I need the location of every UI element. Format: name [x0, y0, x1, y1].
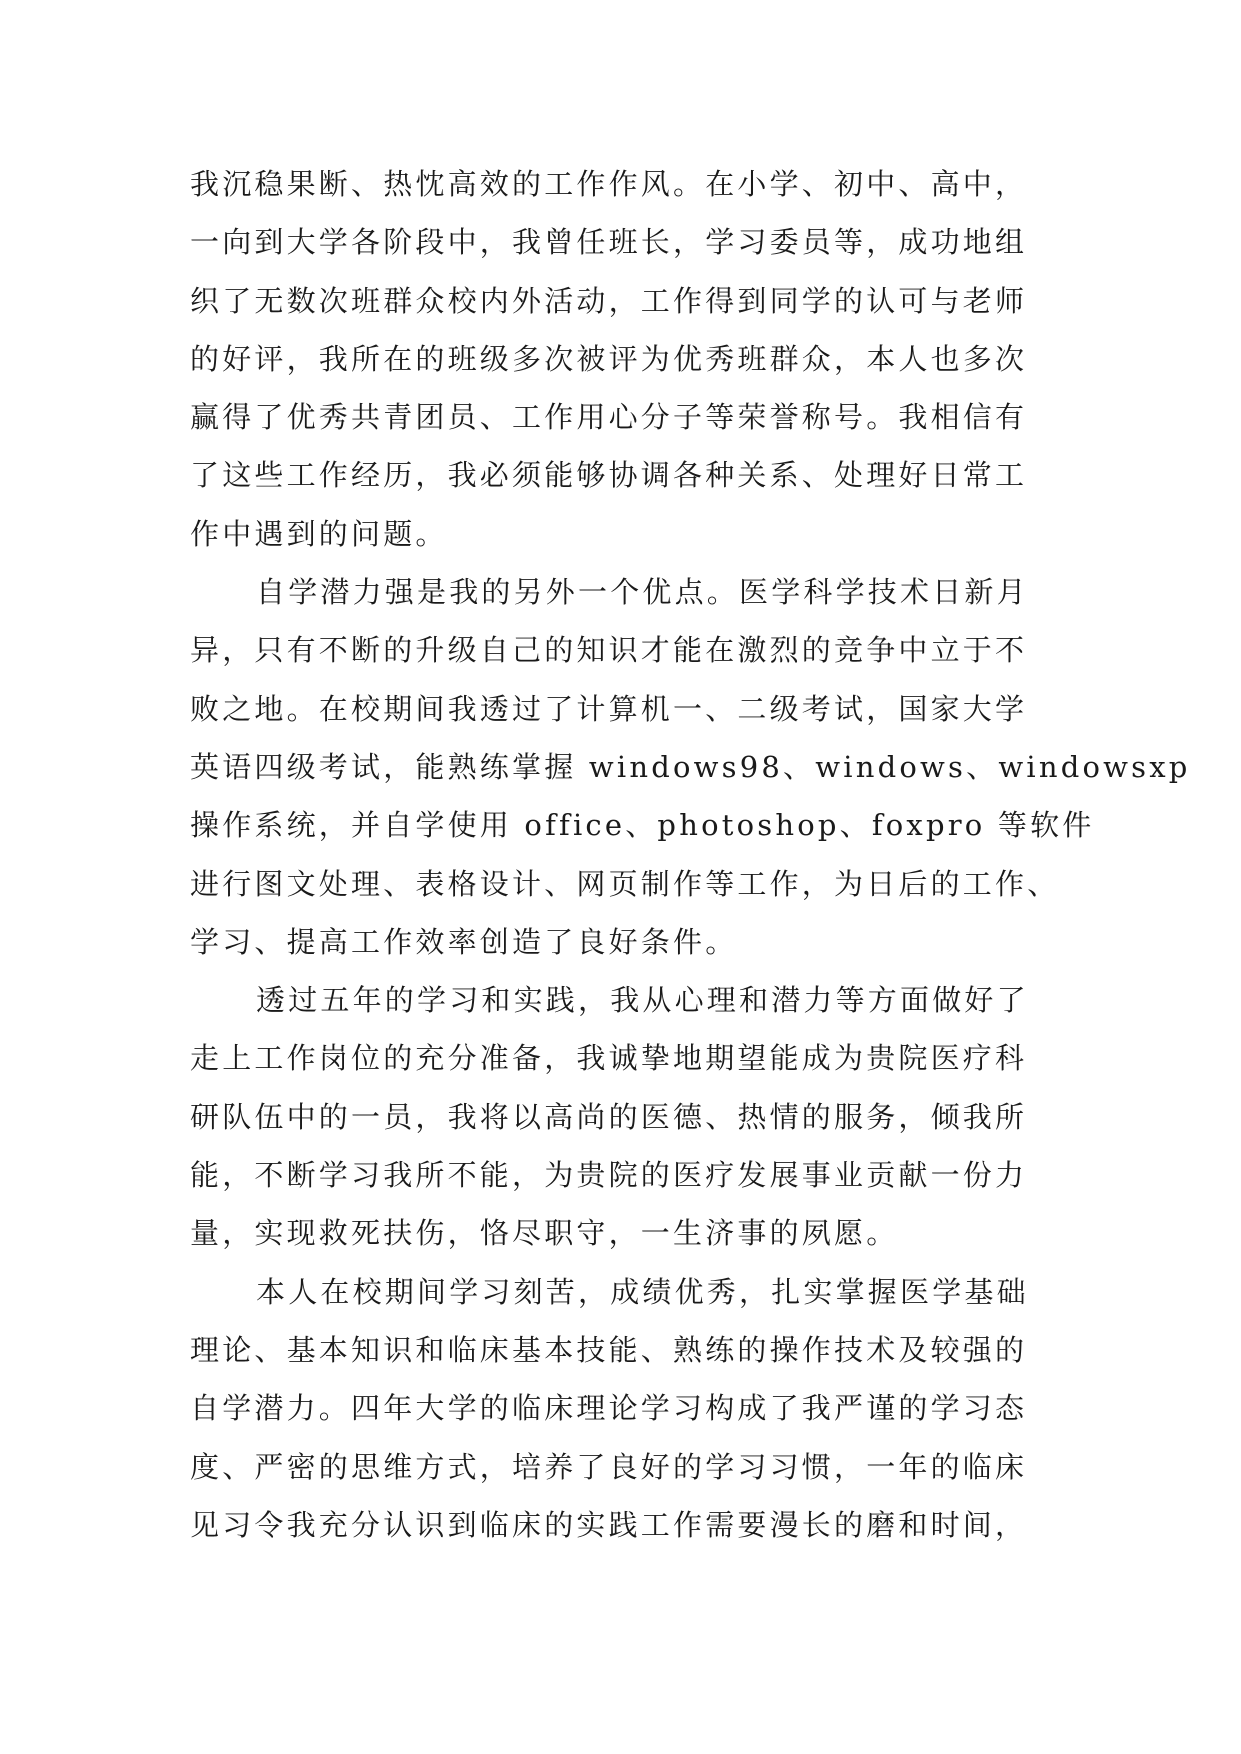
text-line: 了这些工作经历，我必须能够协调各种关系、处理好日常工	[190, 458, 1028, 493]
paragraph-first-line: 透过五年的学习和实践，我从心理和潜力等方面做好了	[256, 983, 1029, 1018]
text-line: 一向到大学各阶段中，我曾任班长，学习委员等，成功地组	[190, 225, 1028, 260]
text-line: 见习令我充分认识到临床的实践工作需要漫长的磨和时间，	[190, 1507, 1028, 1542]
text-line: 研队伍中的一员，我将以高尚的医德、热情的服务，倾我所	[190, 1099, 1028, 1134]
text-line: 败之地。在校期间我透过了计算机一、二级考试，国家大学	[190, 691, 1028, 726]
text-line: 走上工作岗位的充分准备，我诚挚地期望能成为贵院医疗科	[190, 1041, 1028, 1076]
text-line: 的好评，我所在的班级多次被评为优秀班群众，本人也多次	[190, 341, 1028, 376]
paragraph-first-line: 本人在校期间学习刻苦，成绩优秀，扎实掌握医学基础	[256, 1274, 1029, 1309]
text-line: 自学潜力。四年大学的临床理论学习构成了我严谨的学习态	[190, 1391, 1028, 1426]
text-line: 进行图文处理、表格设计、网页制作等工作，为日后的工作、	[190, 866, 1060, 901]
text-line: 作中遇到的问题。	[190, 516, 448, 551]
text-line: 异，只有不断的升级自己的知识才能在激烈的竞争中立于不	[190, 633, 1028, 668]
text-line: 度、严密的思维方式，培养了良好的学习习惯，一年的临床	[190, 1449, 1028, 1484]
text-line: 能，不断学习我所不能，为贵院的医疗发展事业贡献一份力	[190, 1158, 1028, 1193]
text-line: 织了无数次班群众校内外活动，工作得到同学的认可与老师	[190, 283, 1028, 318]
text-line: 我沉稳果断、热忱高效的工作作风。在小学、初中、高中，	[190, 167, 1028, 201]
text-line: 赢得了优秀共青团员、工作用心分子等荣誉称号。我相信有	[190, 400, 1028, 435]
text-line: 操作系统，并自学使用 office、photoshop、foxpro 等软件	[190, 808, 1095, 843]
paragraph-first-line: 自学潜力强是我的另外一个优点。医学科学技术日新月	[256, 575, 1029, 610]
body-text	[190, 155, 1191, 1554]
text-line: 学习、提高工作效率创造了良好条件。	[190, 924, 738, 959]
text-line: 英语四级考试，能熟练掌握 windows98、windows、windowsxp	[190, 749, 1191, 784]
text-line: 理论、基本知识和临床基本技能、熟练的操作技术及较强的	[190, 1332, 1028, 1367]
text-line: 量，实现救死扶伤，恪尽职守，一生济事的夙愿。	[190, 1216, 899, 1251]
